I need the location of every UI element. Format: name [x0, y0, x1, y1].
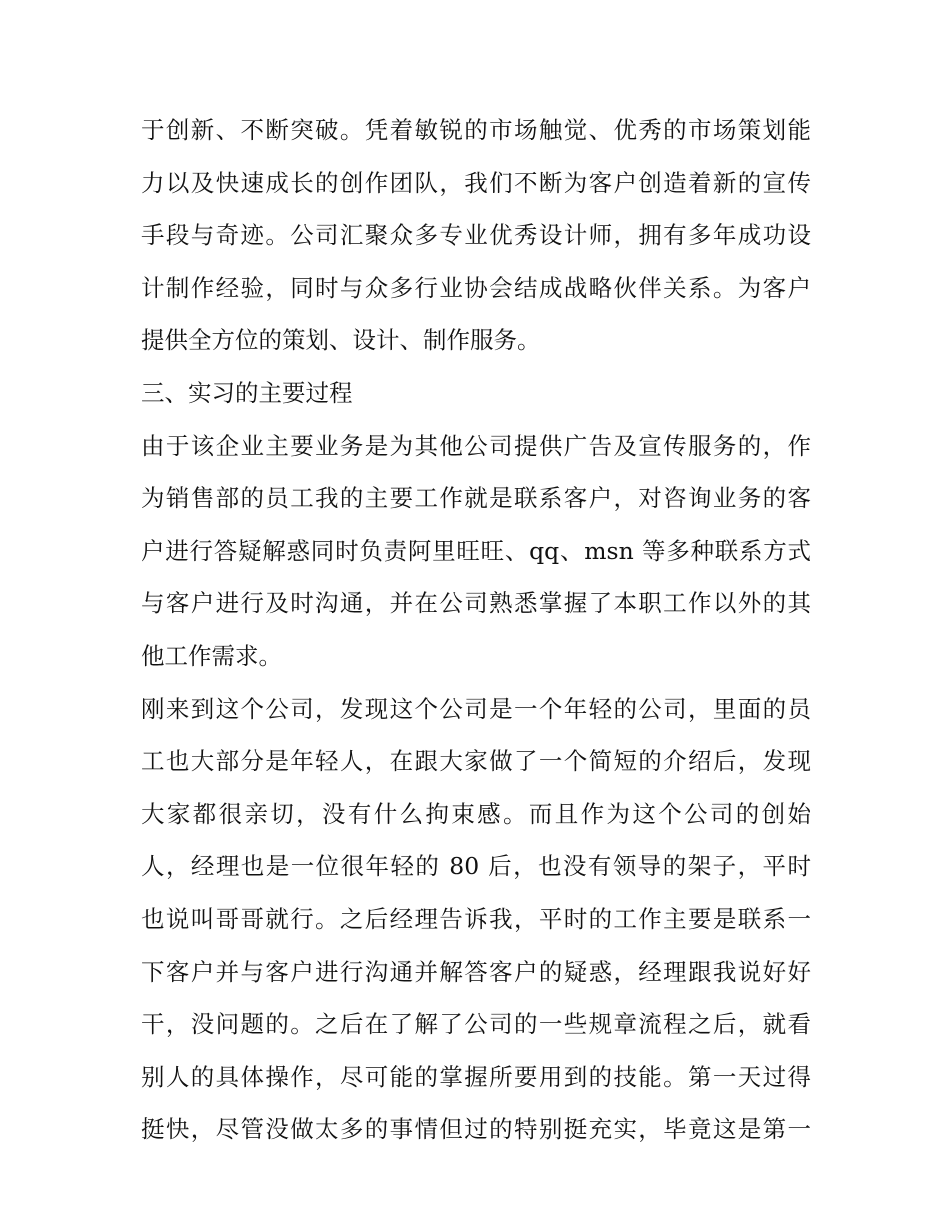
text-line: 户进行答疑解惑同时负责阿里旺旺、qq、msn 等多种联系方式 [141, 536, 811, 565]
text-line: 刚来到这个公司，发现这个公司是一个年轻的公司，里面的员 [141, 694, 811, 723]
text-line: 于创新、不断突破。凭着敏锐的市场触觉、优秀的市场策划能 [141, 116, 811, 144]
text-line: 由于该企业主要业务是为其他公司提供广告及宣传服务的，作 [141, 431, 811, 460]
text-line: 也说叫哥哥就行。之后经理告诉我，平时的工作主要是联系一 [141, 904, 811, 933]
text-line: 干，没问题的。之后在了解了公司的一些规章流程之后，就看 [141, 1010, 811, 1039]
text-line: 大家都很亲切，没有什么拘束感。而且作为这个公司的创始 [141, 799, 811, 828]
text-line: 为销售部的员工我的主要工作就是联系客户，对咨询业务的客 [141, 484, 811, 513]
text-line: 手段与奇迹。公司汇聚众多专业优秀设计师，拥有多年成功设 [141, 221, 811, 250]
text-line: 人，经理也是一位很年轻的 80 后，也没有领导的架子，平时 [141, 852, 811, 881]
text-line: 工也大部分是年轻人，在跟大家做了一个简短的介绍后，发现 [141, 747, 811, 776]
body-text [141, 104, 811, 1156]
text-line: 挺快，尽管没做太多的事情但过的特别挺充实，毕竟这是第一 [141, 1115, 811, 1144]
text-line: 三、实习的主要过程 [141, 378, 353, 407]
text-line: 别人的具体操作，尽可能的掌握所要用到的技能。第一天过得 [141, 1062, 811, 1091]
text-line: 下客户并与客户进行沟通并解答客户的疑惑，经理跟我说好好 [141, 957, 811, 986]
text-line: 提供全方位的策划、设计、制作服务。 [141, 326, 541, 355]
text-line: 力以及快速成长的创作团队，我们不断为客户创造着新的宣传 [141, 168, 811, 197]
text-line: 他工作需求。 [141, 641, 282, 670]
text-line: 与客户进行及时沟通，并在公司熟悉掌握了本职工作以外的其 [141, 589, 811, 618]
text-line: 计制作经验，同时与众多行业协会结成战略伙伴关系。为客户 [141, 273, 811, 302]
